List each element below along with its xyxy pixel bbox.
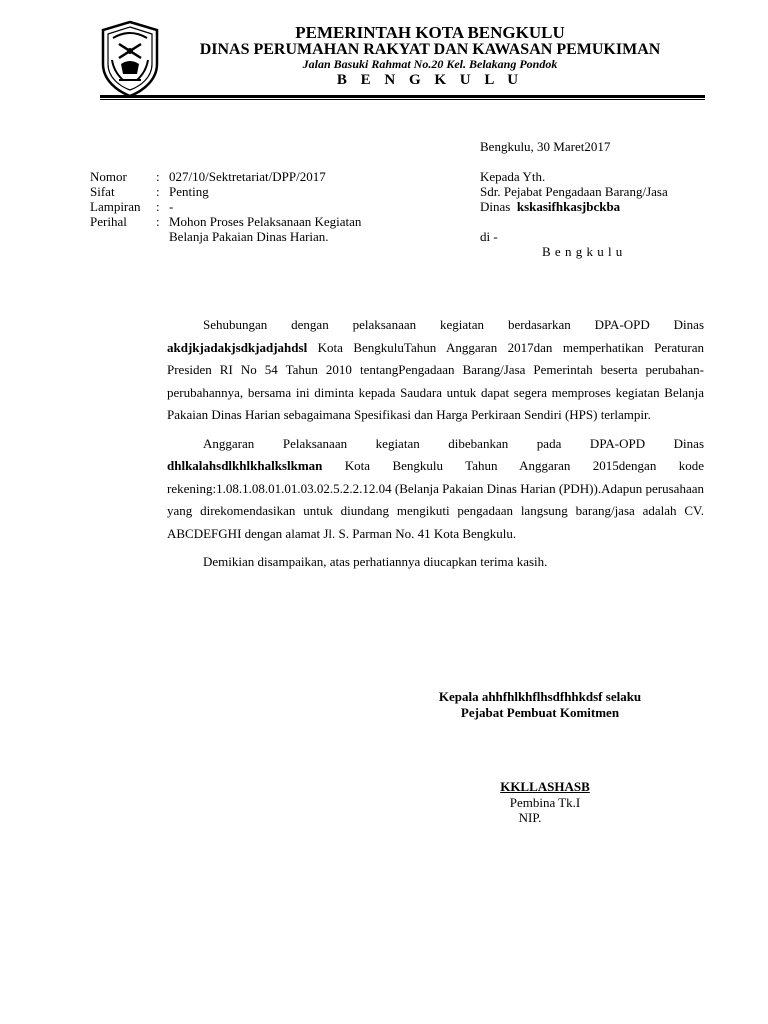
- meta-label: Lampiran: [90, 199, 141, 214]
- signature-title-1: Kepala ahhfhlkhflhsdfhhkdsf selaku: [438, 689, 642, 704]
- body-text: Sehubungan dengan pelaksanaan kegiatan berdasarkan DPA-OPD Dinas: [203, 317, 704, 332]
- meta-label: Sifat: [90, 184, 115, 199]
- meta-colon: :: [156, 169, 160, 184]
- meta-value: Belanja Pakaian Dinas Harian.: [169, 229, 329, 244]
- body-paragraph-2: [167, 433, 704, 546]
- letterhead-city: B E N G K U L U: [336, 72, 524, 88]
- body-text: Kota Bengkulu Tahun Anggaran 2015dengan kode rekening:1.08.1.08.01.01.03.02.5.2.2.12.04 (Belanja Pakaian Dinas Harian (PDH)).Adapun perusahaan yang direkomendasikan untuk diundang mengikuti pengadaan langsung barang/jasa adalah CV. ABCDEFGHI dengan alamat Jl. S. Parman No. 41 Kota Bengkulu.: [167, 458, 704, 541]
- letterhead-agency: DINAS PERUMAHAN RAKYAT DAN KAWASAN PEMUKIMAN: [199, 41, 661, 58]
- recipient-greeting: Kepada Yth.: [480, 169, 546, 184]
- letterhead-government: PEMERINTAH KOTA BENGKULU: [295, 23, 565, 42]
- letter-date: Bengkulu, 30 Maret2017: [480, 139, 611, 154]
- city-emblem-logo: [99, 20, 161, 98]
- body-paragraph-3: Demikian disampaikan, atas perhatiannya diucapkan terima kasih.: [203, 554, 548, 569]
- signature-rank: Pembina Tk.I: [509, 795, 581, 810]
- recipient-di: di -: [480, 229, 498, 244]
- meta-value: -: [169, 199, 174, 214]
- body-text: Kota BengkuluTahun Anggaran 2017dan memperhatikan Peraturan Presiden RI No 54 Tahun 2010 tentangPengadaan Barang/Jasa Pemerintah beserta perubahan-perubahannya, bersama ini diminta kepada Saudara untuk dapat segera memproses kegiatan Belanja Pakaian Dinas Harian sebagaimana Spesifikasi dan Harga Perkiraan Sendiri (HPS) terlampir.: [167, 339, 704, 422]
- recipient-agency-prefix: Dinas: [480, 199, 511, 214]
- meta-label: Nomor: [90, 169, 127, 184]
- letterhead-rule-thick: [100, 95, 705, 98]
- body-text: Anggaran Pelaksanaan kegiatan dibebankan pada DPA-OPD Dinas: [203, 435, 704, 451]
- recipient-city: B e n g k u l u: [542, 244, 623, 259]
- signature-name: [430, 779, 660, 794]
- body-agency-name: akdjkjadakjsdkjadjahdsl: [167, 339, 308, 355]
- signature-name-text: KKLLASHASB: [500, 779, 590, 794]
- meta-value: Mohon Proses Pelaksanaan Kegiatan: [169, 214, 362, 229]
- body-paragraph-1: [167, 314, 704, 427]
- letterhead-rule-thin: [100, 99, 705, 100]
- meta-value: Penting: [169, 184, 209, 199]
- recipient-agency: [480, 199, 620, 214]
- meta-colon: :: [156, 184, 160, 199]
- signature-nip: NIP.: [518, 810, 542, 825]
- meta-colon: :: [156, 214, 160, 229]
- letterhead-address: Jalan Basuki Rahmat No.20 Kel. Belakang Pondok: [302, 57, 558, 71]
- body-agency-name: dhlkalahsdlkhlkhalkslkman: [167, 458, 323, 473]
- recipient-agency-name: kskasifhkasjbckba: [516, 199, 621, 214]
- recipient-title: Sdr. Pejabat Pengadaan Barang/Jasa: [480, 184, 668, 199]
- meta-label: Perihal: [90, 214, 127, 229]
- signature-title-2: Pejabat Pembuat Komitmen: [460, 705, 620, 720]
- letter-body: [167, 314, 704, 574]
- meta-value: 027/10/Sektretariat/DPP/2017: [169, 169, 326, 184]
- meta-colon: :: [156, 199, 160, 214]
